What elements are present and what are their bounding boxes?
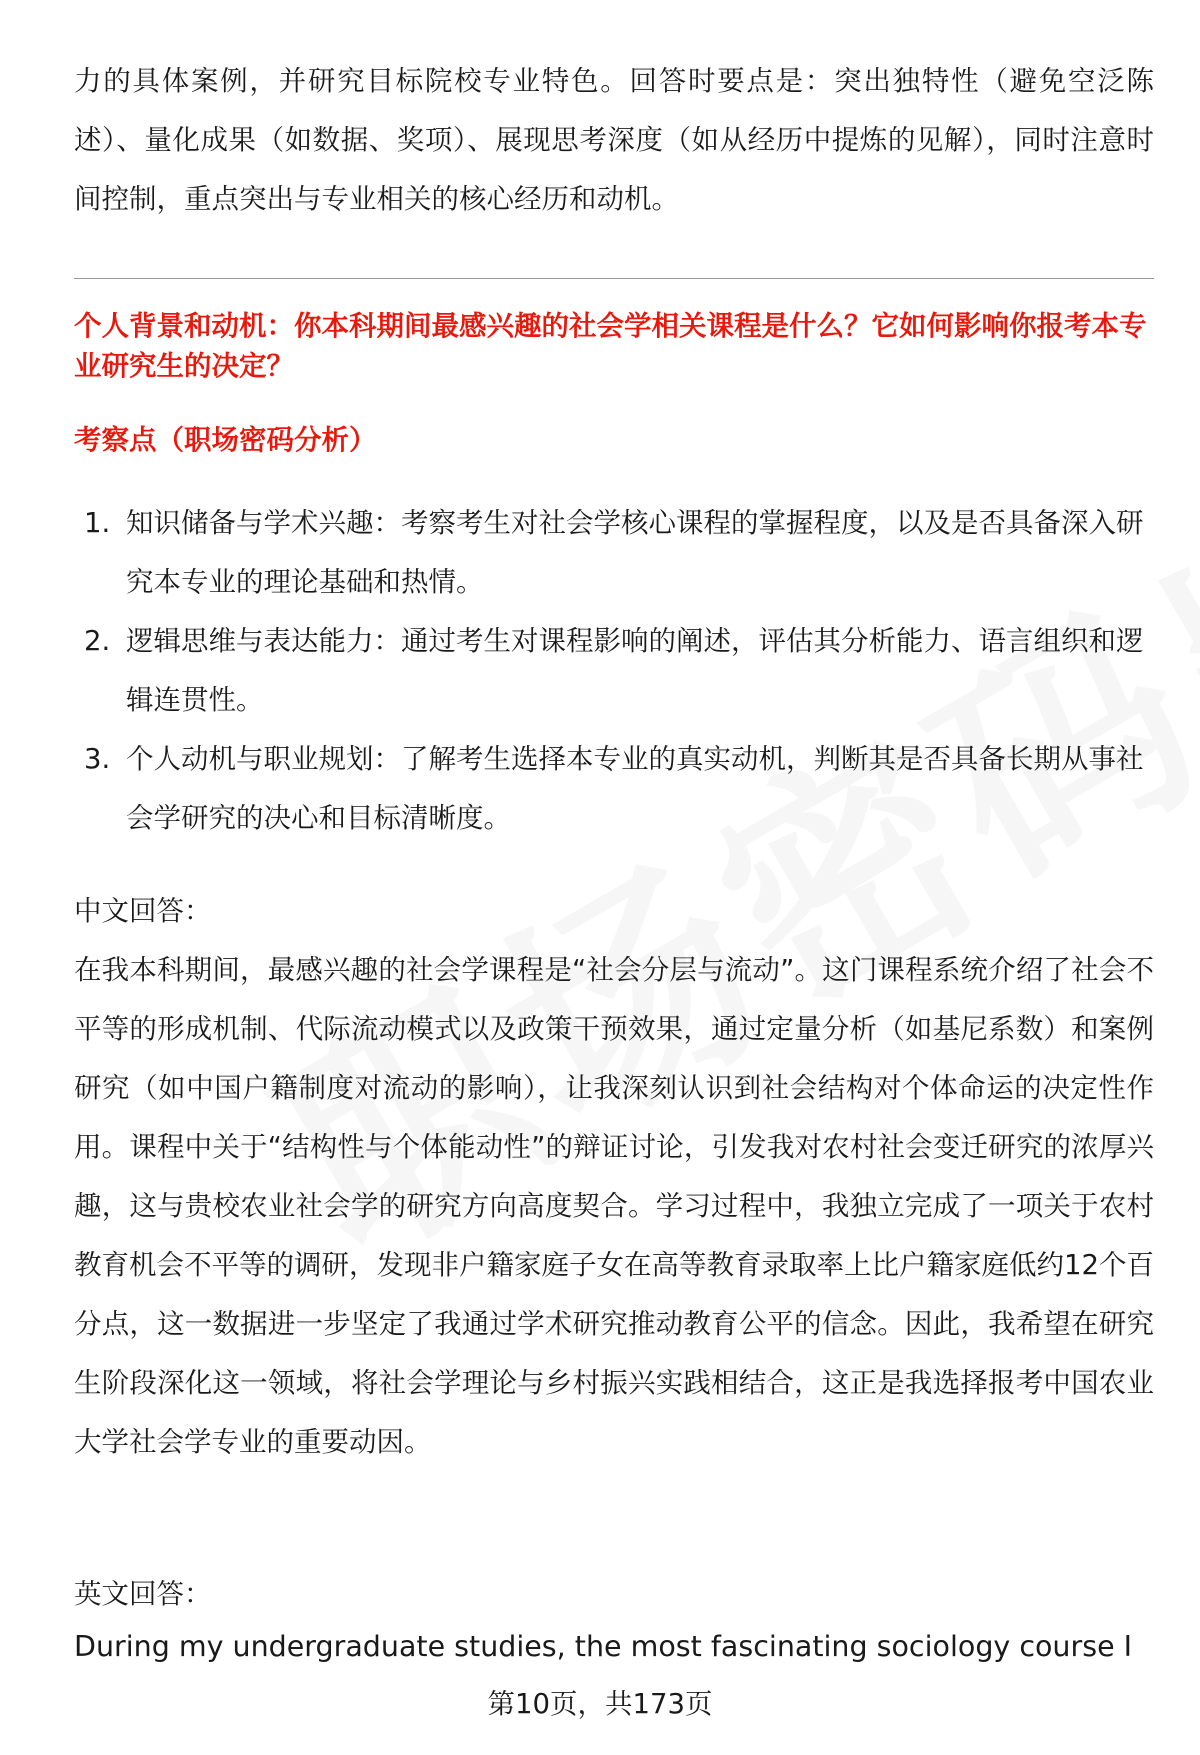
chinese-answer-body: 在我本科期间，最感兴趣的社会学课程是“社会分层与流动”。这门课程系统介绍了社会不平等的形成机制、代际流动模式以及政策干预效果，通过定量分析（如基尼系数）和案例研究（如中国户籍制度对流动的影响），让我深刻认识到社会结构对个体命运的决定性作用。课程中关于“结构性与个体能动性”的辩证讨论，引发我对农村社会变迁研究的浓厚兴趣，这与贵校农业社会学的研究方向高度契合。学习过程中，我独立完成了一项关于农村教育机会不平等的调研，发现非户籍家庭子女在高等教育录取率上比户籍家庭低约12个百分点，这一数据进一步坚定了我通过学术研究推动教育公平的信念。因此，我希望在研究生阶段深化这一领域，将社会学理论与乡村振兴实践相结合，这正是我选择报考中国农业大学社会学专业的重要动因。 bbox=[74, 954, 1154, 1458]
english-answer-label: 英文回答： bbox=[74, 1578, 212, 1610]
page-number-footer: 第10页，共173页 bbox=[487, 1688, 713, 1720]
intro-paragraph-container bbox=[74, 52, 1154, 229]
section-divider bbox=[74, 278, 1154, 279]
english-answer-body: During my undergraduate studies, the most fascinating sociology course I bbox=[74, 1630, 1133, 1663]
list-item bbox=[74, 494, 1154, 612]
analysis-heading: 考察点（职场密码分析） bbox=[74, 424, 377, 456]
list-item-number: 2. bbox=[84, 625, 111, 657]
intro-paragraph: 力的具体案例，并研究目标院校专业特色。回答时要点是：突出独特性（避免空泛陈述）、量化成果（如数据、奖项）、展现思考深度（如从经历中提炼的见解），同时注意时间控制，重点突出与专业相关的核心经历和动机。 bbox=[74, 65, 1154, 215]
chinese-answer-container bbox=[74, 941, 1154, 1472]
list-item-text: 知识储备与学术兴趣：考察考生对社会学核心课程的掌握程度，以及是否具备深入研究本专业的理论基础和热情。 bbox=[126, 507, 1144, 598]
question-title: 个人背景和动机：你本科期间最感兴趣的社会学相关课程是什么？它如何影响你报考本专业研究生的决定？ bbox=[74, 310, 1147, 382]
list-item-number: 3. bbox=[84, 743, 111, 775]
chinese-answer-label: 中文回答： bbox=[74, 895, 212, 927]
list-item bbox=[74, 612, 1154, 730]
list-item-number: 1. bbox=[84, 507, 111, 539]
list-item-text: 个人动机与职业规划：了解考生选择本专业的真实动机，判断其是否具备长期从事社会学研究的决心和目标清晰度。 bbox=[126, 743, 1144, 834]
analysis-points-list bbox=[74, 494, 1154, 848]
list-item-text: 逻辑思维与表达能力：通过考生对课程影响的阐述，评估其分析能力、语言组织和逻辑连贯性。 bbox=[126, 625, 1144, 716]
list-item bbox=[74, 730, 1154, 848]
